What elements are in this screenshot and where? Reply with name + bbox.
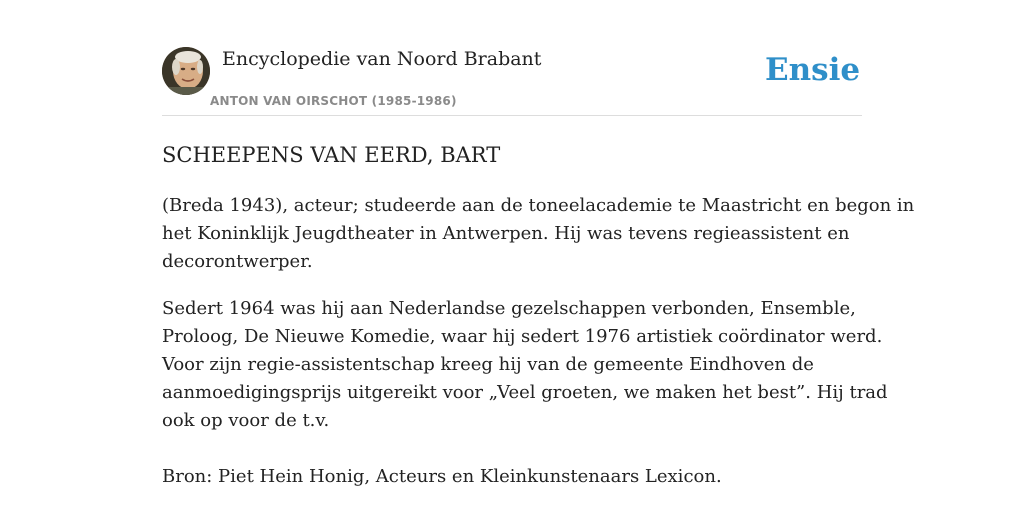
source-title[interactable]: Encyclopedie van Noord Brabant xyxy=(222,48,542,70)
paragraph-line: het Koninklijk Jeugdtheater in Antwerpen. Hij was tevens regieassistent en xyxy=(162,223,850,244)
paragraph-line: aanmoedigingsprijs uitgereikt voor „Veel groeten, we maken het best”. Hij trad xyxy=(162,382,888,403)
ensie-logo[interactable]: Ensie xyxy=(765,52,861,88)
paragraph-line: Proloog, De Nieuwe Komedie, waar hij sedert 1976 artistiek coördinator werd. xyxy=(162,326,883,347)
entry-title: SCHEEPENS VAN EERD, BART xyxy=(162,143,501,167)
portrait-image xyxy=(162,47,210,95)
entry-paragraph-2 xyxy=(162,295,888,435)
source-reference xyxy=(162,463,862,491)
paragraph-line: Sedert 1964 was hij aan Nederlandse gezelschappen verbonden, Ensemble, xyxy=(162,298,856,319)
paragraph-line: decorontwerper. xyxy=(162,251,313,272)
header-divider xyxy=(162,115,862,116)
entry-content xyxy=(162,192,915,491)
source-reference-text: Bron: Piet Hein Honig, Acteurs en Kleinkunstenaars Lexicon. xyxy=(162,466,722,487)
paragraph-line: ook op voor de t.v. xyxy=(162,410,330,431)
paragraph-line: (Breda 1943), acteur; studeerde aan de toneelacademie te Maastricht en begon in xyxy=(162,195,915,216)
paragraph-line: Voor zijn regie-assistentschap kreeg hij van de gemeente Eindhoven de xyxy=(162,354,814,375)
author-name[interactable]: ANTON VAN OIRSCHOT (1985-1986) xyxy=(210,94,457,108)
author-avatar xyxy=(162,47,210,95)
entry-paragraph-1 xyxy=(162,192,915,276)
